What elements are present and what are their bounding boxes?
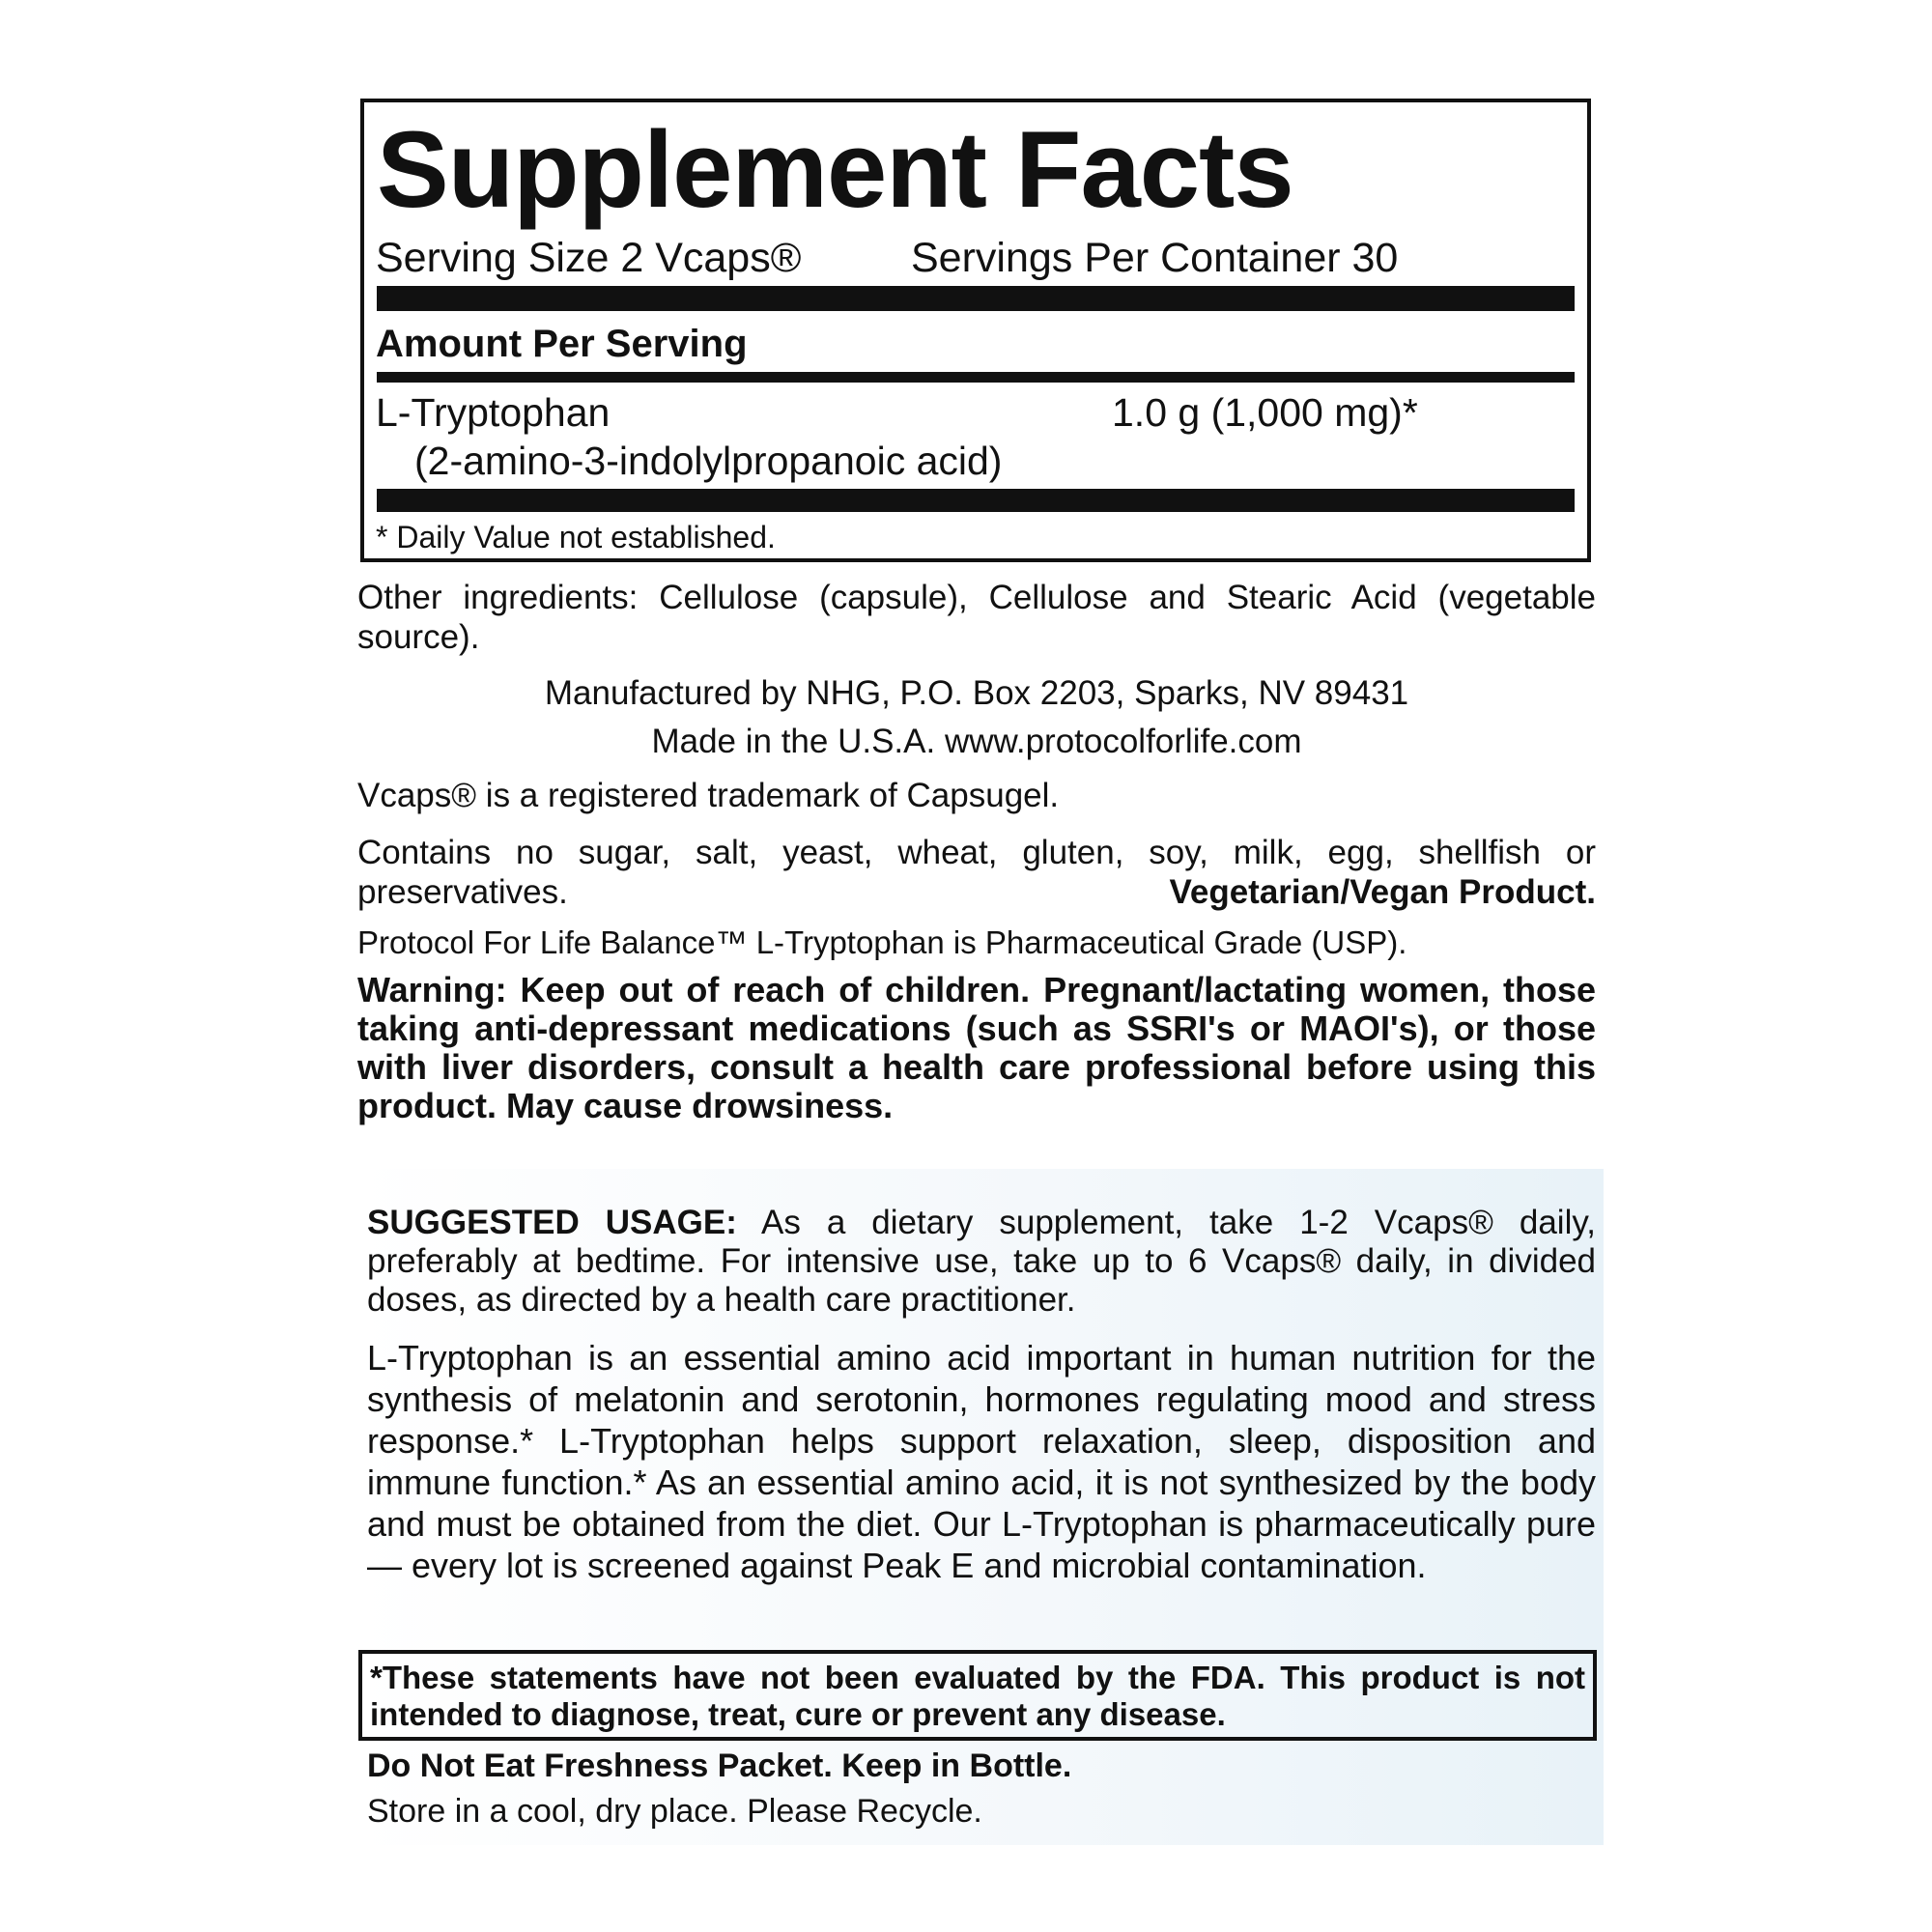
warning-statement: Warning: Keep out of reach of children. Pregnant/lactating women, those taking anti-depressant medications (such as SSRI's or MAOI's), or those with liver disorders, consult a health care professional before using this product. May cause drowsiness. [357, 970, 1596, 1125]
ingredient-chemical-name: (2-amino-3-indolylpropanoic acid) [414, 439, 1003, 483]
supplement-facts-panel [360, 99, 1591, 562]
facts-divider-bottom [377, 489, 1575, 512]
pharmaceutical-grade-statement: Protocol For Life Balance™ L-Tryptophan is Pharmaceutical Grade (USP). [357, 924, 1407, 960]
made-in-usa-website: Made in the U.S.A. www.protocolforlife.com [651, 723, 1302, 760]
contains-text: Contains no sugar, salt, yeast, wheat, gluten, soy, milk, egg, shellfish or preservatives. [357, 834, 1596, 911]
servings-per-container: Servings Per Container 30 [911, 235, 1399, 281]
freshness-packet-note: Do Not Eat Freshness Packet. Keep in Bottle. [367, 1747, 1072, 1784]
suggested-usage [367, 1204, 1596, 1320]
serving-size: Serving Size 2 Vcaps® [376, 235, 802, 281]
vegan-statement: Vegetarian/Vegan Product. [1169, 873, 1596, 911]
facts-divider-medium [377, 372, 1575, 383]
other-ingredients: Other ingredients: Cellulose (capsule), Cellulose and Stearic Acid (vegetable source). [357, 579, 1596, 656]
product-description: L-Tryptophan is an essential amino acid important in human nutrition for the synthesis of melatonin and serotonin, hormones regulating mood and stress response.* L-Tryptophan helps support relaxation, sleep, disposition and immune function.* As an essential amino acid, it is not synthesized by the body and must be obtained from the diet. Our L-Tryptophan is pharmaceutically pure — every lot is screened against Peak E and microbial contamination. [367, 1338, 1596, 1585]
storage-instructions: Store in a cool, dry place. Please Recycle. [367, 1793, 982, 1830]
ingredient-name: L-Tryptophan [376, 390, 611, 435]
fda-disclaimer: *These statements have not been evaluated by the FDA. This product is not intended to diagnose, treat, cure or prevent any disease. [358, 1650, 1597, 1741]
amount-per-serving-heading: Amount Per Serving [376, 323, 748, 365]
facts-title: Supplement Facts [377, 109, 1293, 230]
allergen-statement [357, 833, 1596, 912]
suggested-usage-text: As a dietary supplement, take 1-2 Vcaps® daily, preferably at bedtime. For intensive use, take up to 6 Vcaps® daily, in divided doses, as directed by a health care practitioner. [367, 1204, 1596, 1319]
suggested-usage-label: SUGGESTED USAGE: [367, 1204, 737, 1241]
facts-divider-thick [377, 286, 1575, 311]
trademark-statement: Vcaps® is a registered trademark of Capsugel. [357, 777, 1060, 814]
manufacturer-address: Manufactured by NHG, P.O. Box 2203, Sparks, NV 89431 [544, 674, 1409, 712]
daily-value-note: * Daily Value not established. [376, 520, 776, 554]
ingredient-amount: 1.0 g (1,000 mg)* [1112, 390, 1418, 435]
